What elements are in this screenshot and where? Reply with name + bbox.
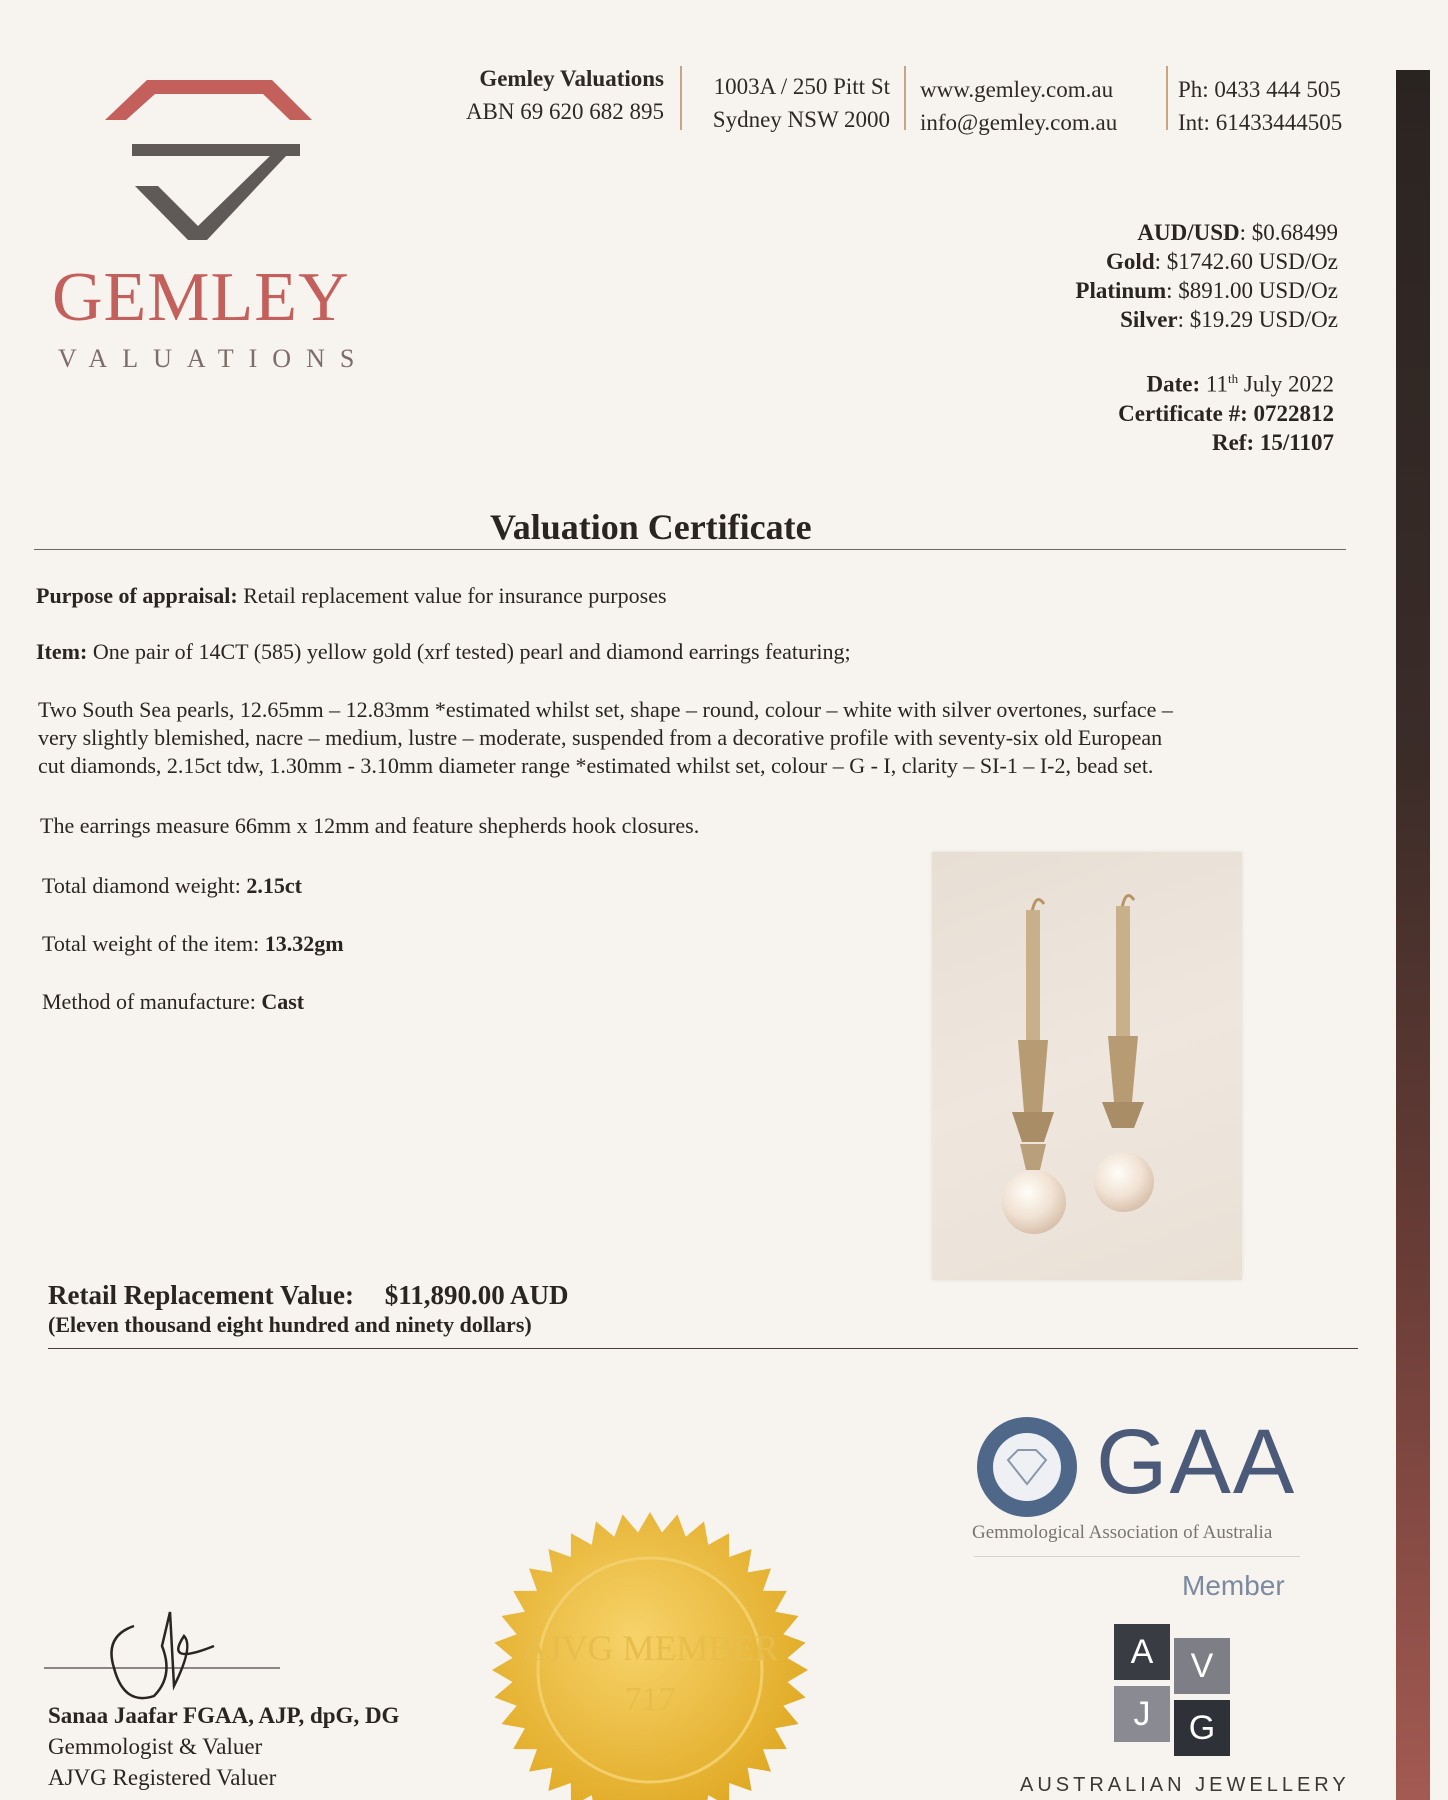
right-earring <box>1094 896 1154 1213</box>
platinum-value: : $891.00 USD/Oz <box>1166 278 1338 303</box>
diamond-weight-row <box>42 872 302 900</box>
purpose-label: Purpose of appraisal: <box>36 583 238 608</box>
ajvg-letter-box: J <box>1114 1686 1170 1742</box>
website: www.gemley.com.au <box>920 77 1114 102</box>
item-weight-value: 13.32gm <box>264 931 344 956</box>
date-day: 11 <box>1205 371 1229 397</box>
gold-seal-icon <box>490 1510 810 1800</box>
retail-value-words: (Eleven thousand eight hundred and ninety dollars) <box>48 1312 532 1337</box>
description-line: Two South Sea pearls, 12.65mm – 12.83mm *estimated whilst set, shape – round, colour – white with silver overtones, surface – <box>38 697 1173 722</box>
gaa-rule <box>974 1556 1300 1557</box>
company-name: Gemley Valuations <box>479 66 664 91</box>
ajvg-letter-box: V <box>1174 1638 1230 1694</box>
item-description <box>38 696 1358 780</box>
gaa-acronym: GAA <box>1096 1411 1297 1513</box>
ajvg-label: AUSTRALIAN JEWELLERY <box>1020 1774 1350 1796</box>
signatory-name: Sanaa Jaafar FGAA, AJP, dpG, DG <box>48 1703 400 1728</box>
header-divider <box>680 66 682 130</box>
item-weight-label: Total weight of the item: <box>42 931 260 956</box>
title-rule <box>34 549 1346 550</box>
signatory-role: AJVG Registered Valuer <box>48 1765 277 1790</box>
address-block <box>694 70 890 136</box>
audusd-label: AUD/USD <box>1137 220 1240 245</box>
audusd-value: : $0.68499 <box>1239 220 1338 245</box>
silver-label: Silver <box>1120 307 1178 332</box>
decorative-side-bar <box>1396 70 1430 1800</box>
address-line1: 1003A / 250 Pitt St <box>713 74 890 99</box>
gaa-full-name: Gemmological Association of Australia <box>972 1522 1273 1543</box>
item-row <box>36 638 851 666</box>
value-rule <box>48 1348 1358 1349</box>
item-weight-row <box>42 930 344 958</box>
earrings-photo <box>932 852 1242 1280</box>
certificate-meta <box>940 364 1334 457</box>
certificate-label: Certificate #: <box>1118 400 1248 426</box>
diamond-weight-label: Total diamond weight: <box>42 873 241 898</box>
header-divider <box>1166 66 1168 130</box>
ajvg-letter-box: G <box>1174 1700 1230 1756</box>
purpose-row <box>36 582 667 610</box>
phone-block <box>1178 73 1378 139</box>
phone: Ph: 0433 444 505 <box>1178 77 1341 102</box>
seal-text: AJVG MEMBER <box>521 1628 779 1668</box>
date-suffix: th <box>1228 371 1239 386</box>
metal-rates <box>940 218 1338 334</box>
description-line: cut diamonds, 2.15ct tdw, 1.30mm - 3.10mm diameter range *estimated whilst set, colour – G - I, clarity – SI-1 – I-2, bead set. <box>38 753 1154 778</box>
ref-label: Ref: <box>1211 429 1255 455</box>
gaa-emblem-icon <box>974 1414 1080 1520</box>
retail-value-label: Retail Replacement Value: <box>48 1280 354 1310</box>
gemley-diamond-logo-icon <box>100 78 322 244</box>
left-earring <box>1002 900 1066 1235</box>
ajvg-letter-box: A <box>1114 1624 1170 1680</box>
header-divider <box>904 66 906 130</box>
seal-number: 717 <box>624 1681 676 1718</box>
certificate-number: 0722812 <box>1253 400 1334 426</box>
item-label: Item: <box>36 639 88 664</box>
description-line: very slightly blemished, nacre – medium, lustre – moderate, suspended from a decorative profile with seventy-six old European <box>38 725 1163 750</box>
gold-value: : $1742.60 USD/Oz <box>1154 249 1338 274</box>
document-title: Valuation Certificate <box>490 507 812 547</box>
silver-value: : $19.29 USD/Oz <box>1177 307 1338 332</box>
retail-value-amount: $11,890.00 AUD <box>384 1280 569 1310</box>
ref-number: 15/1107 <box>1259 429 1334 455</box>
manufacture-row <box>42 988 304 1016</box>
member-label: Member <box>1182 1570 1285 1601</box>
manufacture-value: Cast <box>261 989 305 1014</box>
company-block <box>440 62 664 128</box>
measure-text: The earrings measure 66mm x 12mm and feature shepherds hook closures. <box>40 813 700 838</box>
earrings-image <box>932 852 1242 1280</box>
signatory-block <box>48 1700 399 1793</box>
intl-phone: Int: 61433444505 <box>1178 110 1343 135</box>
address-line2: Sydney NSW 2000 <box>712 107 890 132</box>
email: info@gemley.com.au <box>920 110 1118 135</box>
web-block <box>920 73 1160 139</box>
abn: ABN 69 620 682 895 <box>465 99 664 124</box>
item-value: One pair of 14CT (585) yellow gold (xrf tested) pearl and diamond earrings featuring; <box>92 639 851 664</box>
purpose-value: Retail replacement value for insurance purposes <box>243 583 667 608</box>
logo-name: GEMLEY <box>52 259 350 336</box>
retail-value-row <box>48 1280 568 1311</box>
gold-label: Gold <box>1106 249 1155 274</box>
signatory-role: Gemmologist & Valuer <box>48 1734 263 1759</box>
diamond-weight-value: 2.15ct <box>246 873 302 898</box>
date-label: Date: <box>1146 371 1201 397</box>
platinum-label: Platinum <box>1075 278 1167 303</box>
manufacture-label: Method of manufacture: <box>42 989 256 1014</box>
date-rest: July 2022 <box>1243 371 1334 397</box>
logo-subtitle: VALUATIONS <box>58 344 370 373</box>
